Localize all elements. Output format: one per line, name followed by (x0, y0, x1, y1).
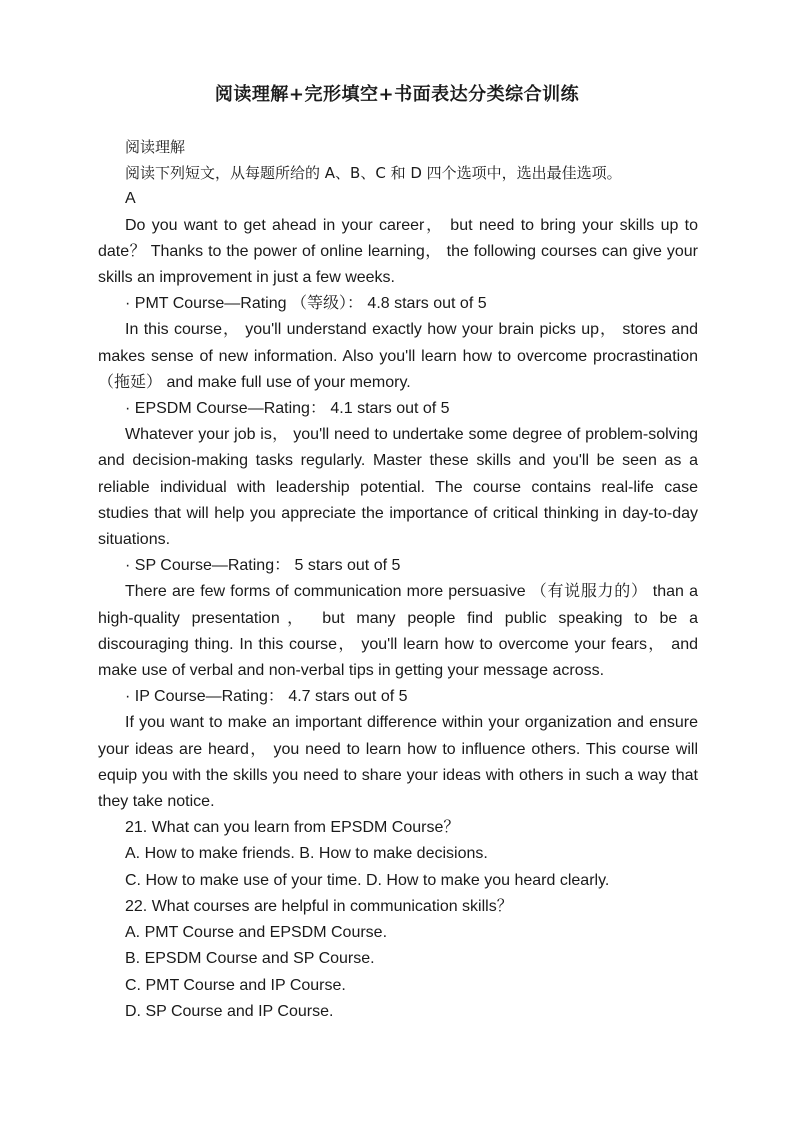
question-22-option: B. EPSDM Course and SP Course. (125, 950, 375, 968)
passage-label: A (125, 190, 136, 208)
course-description-pmt: In this course， you'll understand exactly how your brain picks up， stores and makes sense of new information. Also you'll learn how to overcome procrastination （拖延） and make full use of your memory. (98, 321, 698, 391)
instructions: 阅读下列短文，从每题所给的 A、B、C 和 D 四个选项中，选出最佳选项。 (125, 164, 622, 183)
course-description-ip: If you want to make an important difference within your organization and ensure your ideas are heard， you need to learn how to influence others. This course will equip you with the skills you need to share your ideas with others in such a way that they take notice. (98, 714, 698, 811)
question-21-stem: 21. What can you learn from EPSDM Course？ (125, 819, 460, 837)
course-description-epsdm: Whatever your job is， you'll need to undertake some degree of problem-solving and decision-making tasks regularly. Master these skills and you'll be seen as a reliable individual with leadership potential. The course contains real-life case studies that will help you appreciate the importance of critical thinking in day-to-day situations. (98, 426, 698, 549)
document-body (98, 134, 698, 1025)
question-22-option: A. PMT Course and EPSDM Course. (125, 924, 388, 942)
course-heading-pmt: · PMT Course—Rating （等级）： 4.8 stars out of 5 (125, 295, 487, 313)
question-22-option: D. SP Course and IP Course. (125, 1002, 334, 1020)
question-22-stem: 22. What courses are helpful in communication skills？ (125, 897, 513, 915)
question-21-option: C. How to make use of your time. D. How to make you heard clearly. (125, 871, 610, 889)
section-heading: 阅读理解 (125, 138, 186, 156)
course-description-sp: There are few forms of communication more persuasive （有说服力的） than a high-quality presentation， but many people find public speaking to be a discouraging thing. In this course， you'll learn how to overcome your fears， and make use of verbal and non-verbal tips in getting your message across. (98, 583, 698, 680)
passage-intro: Do you want to get ahead in your career， but need to bring your skills up to date？ Thanks to the power of online learning， the following courses can give your skills an improvement in just a few weeks. (98, 216, 698, 287)
course-heading-sp: · SP Course—Rating： 5 stars out of 5 (125, 557, 401, 575)
question-21-option: A. How to make friends. B. How to make decisions. (125, 845, 488, 863)
document-title: 阅读理解+完形填空+书面表达分类综合训练 (214, 84, 580, 105)
course-heading-epsdm: · EPSDM Course—Rating： 4.1 stars out of 5 (125, 400, 450, 418)
question-22-option: C. PMT Course and IP Course. (125, 976, 346, 994)
course-heading-ip: · IP Course—Rating： 4.7 stars out of 5 (125, 688, 408, 706)
